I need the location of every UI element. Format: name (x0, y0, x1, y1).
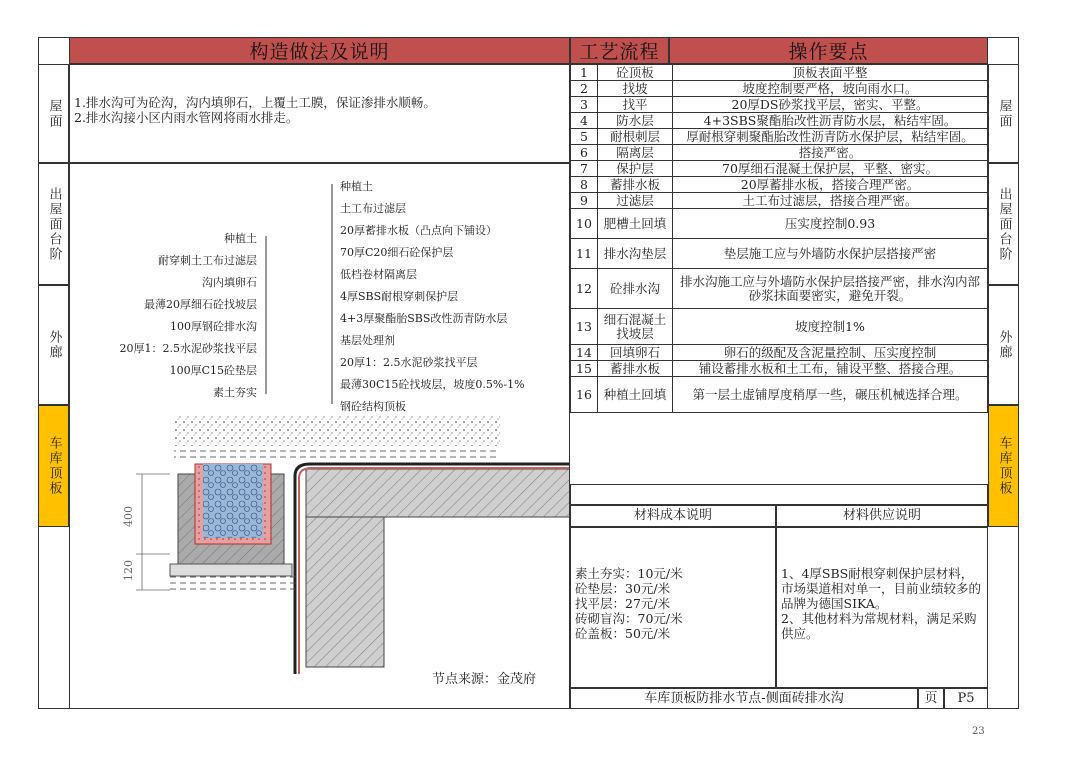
process-step-name: 细石混凝土找坡层 (598, 309, 673, 345)
process-step-point: 铺设蓄排水板和土工布，铺设平整、搭接合理。 (673, 361, 988, 377)
process-step-number: 13 (571, 309, 598, 345)
side-label-roof-right: 屋面 (988, 64, 1019, 163)
label-right-10: 最薄30C15砼找坡层，坡度0.5%-1% (340, 378, 525, 391)
wall-hatch (306, 517, 384, 667)
process-step-point: 顶板表面平整 (673, 65, 988, 81)
process-row (571, 269, 988, 309)
process-step-number: 5 (571, 129, 598, 145)
process-row (571, 345, 988, 361)
footer-page-label: 页 (918, 688, 944, 709)
process-row (571, 377, 988, 413)
soil-fill-layer (174, 446, 500, 461)
process-step-number: 11 (571, 239, 598, 269)
process-step-name: 隔离层 (598, 145, 673, 161)
process-step-name: 回填卵石 (598, 345, 673, 361)
label-left-1: 种植土 (224, 232, 257, 245)
process-step-point: 搭接严密。 (673, 145, 988, 161)
side-label-corridor-right: 外廊 (988, 285, 1019, 405)
label-right-6: 4厚SBS耐根穿刺保护层 (340, 290, 459, 303)
label-right-11: 钢砼结构顶板 (340, 400, 406, 413)
label-left-4: 最薄20厚细石砼找坡层 (144, 298, 257, 311)
process-step-number: 4 (571, 113, 598, 129)
process-step-number: 7 (571, 161, 598, 177)
material-supply-header: 材料供应说明 (776, 505, 988, 527)
process-step-point: 第一层土虚铺厚度稍厚一些，碾压机械选择合理。 (673, 377, 988, 413)
planting-soil-layer (174, 416, 500, 446)
process-step-name: 过滤层 (598, 193, 673, 209)
drain-stones (203, 464, 263, 538)
label-left-3: 沟内填卵石 (202, 276, 257, 289)
drawing-area (69, 163, 570, 709)
side-label-steps-left: 出屋面台阶 (38, 163, 69, 285)
label-left-7: 100厚C15砼垫层 (169, 364, 257, 377)
label-right-5: 低档卷材隔离层 (340, 268, 417, 281)
material-cost-header: 材料成本说明 (570, 505, 776, 527)
process-step-number: 16 (571, 377, 598, 413)
process-step-number: 3 (571, 97, 598, 113)
process-row (571, 309, 988, 345)
process-step-number: 14 (571, 345, 598, 361)
process-step-point: 垫层施工应与外墙防水保护层搭接严密 (673, 239, 988, 269)
footer-page-no: P5 (944, 688, 988, 709)
label-left-6: 20厚1：2.5水泥砂浆找平层 (119, 342, 257, 355)
process-step-name: 找平 (598, 97, 673, 113)
process-step-number: 15 (571, 361, 598, 377)
process-row (571, 161, 988, 177)
process-row (571, 209, 988, 239)
process-step-name: 耐根刺层 (598, 129, 673, 145)
side-label-steps-right: 出屋面台阶 (988, 163, 1019, 285)
process-step-number: 2 (571, 81, 598, 97)
process-step-name: 保护层 (598, 161, 673, 177)
process-step-point: 厚耐根穿刺聚酯胎改性沥青防水保护层，粘结牢固。 (673, 129, 988, 145)
side-label-garage-right: 车库顶板 (988, 405, 1019, 527)
process-step-number: 9 (571, 193, 598, 209)
roof-note-2: 2.排水沟接小区内雨水管网将雨水排走。 (74, 110, 299, 125)
process-step-number: 1 (571, 65, 598, 81)
header-process: 工艺流程 (570, 37, 669, 64)
process-step-name: 找坡 (598, 81, 673, 97)
side-label-corridor-left: 外廊 (38, 285, 69, 405)
process-step-name: 肥槽土回填 (598, 209, 673, 239)
slab-hatch (306, 469, 569, 517)
process-step-name: 排水沟垫层 (598, 239, 673, 269)
process-row (571, 145, 988, 161)
process-step-point: 卵石的级配及含泥量控制、压实度控制 (673, 345, 988, 361)
process-table-wrap (570, 64, 988, 413)
label-right-3: 20厚蓄排水板（凸点向下铺设） (340, 224, 497, 237)
process-step-name: 蓄排水板 (598, 361, 673, 377)
process-step-point: 4+3SBS聚酯胎改性沥青防水层，粘结牢固。 (673, 113, 988, 129)
process-step-point: 70厚细石混凝土保护层，平整、密实。 (673, 161, 988, 177)
process-step-point: 排水沟施工应与外墙防水保护层搭接严密，排水沟内部砂浆抹面要密实，避免开裂。 (673, 269, 988, 309)
process-step-point: 坡度控制要严格，坡向雨水口。 (673, 81, 988, 97)
dim-400: 400 (122, 506, 135, 527)
process-step-name: 砼顶板 (598, 65, 673, 81)
process-row (571, 129, 988, 145)
process-row (571, 177, 988, 193)
concrete-bedding (170, 564, 292, 576)
side-label-garage-left: 车库顶板 (38, 405, 69, 527)
process-step-name: 种植土回填 (598, 377, 673, 413)
page-number: 23 (972, 726, 985, 737)
roof-note-1: 1.排水沟可为砼沟，沟内填卵石，上覆土工膜，保证渗排水顺畅。 (74, 95, 436, 110)
process-step-number: 6 (571, 145, 598, 161)
process-step-point: 20厚蓄排水板，搭接合理严密。 (673, 177, 988, 193)
process-step-point: 20厚DS砂浆找平层，密实、平整。 (673, 97, 988, 113)
process-row (571, 239, 988, 269)
process-step-name: 防水层 (598, 113, 673, 129)
process-row (571, 97, 988, 113)
process-row (571, 193, 988, 209)
process-step-name: 蓄排水板 (598, 177, 673, 193)
label-right-1: 种植土 (340, 180, 373, 193)
process-row (571, 65, 988, 81)
label-left-8: 素土夯实 (213, 386, 257, 399)
label-right-4: 70厚C20细石砼保护层 (340, 246, 454, 259)
process-table (570, 64, 988, 413)
process-step-point: 土工布过滤层，搭接合理严密。 (673, 193, 988, 209)
process-step-number: 10 (571, 209, 598, 239)
process-step-number: 8 (571, 177, 598, 193)
roof-notes (69, 64, 570, 163)
side-label-roof-left: 屋面 (38, 64, 69, 163)
footer-title: 车库顶板防排水节点-侧面砖排水沟 (570, 688, 918, 709)
process-row (571, 81, 988, 97)
material-cost-text: 素土夯实：10元/米 砼垫层：30元/米 找平层：27元/米 砖砌盲沟：70元/米 砼盖板：50元/米 (570, 527, 776, 688)
process-row (571, 361, 988, 377)
label-left-5: 100厚钢砼排水沟 (170, 320, 257, 333)
process-step-number: 12 (571, 269, 598, 309)
process-step-point: 坡度控制1% (673, 309, 988, 345)
process-table-spacer (570, 484, 988, 505)
source-note: 节点来源：金茂府 (432, 672, 537, 687)
header-construction: 构造做法及说明 (69, 37, 570, 64)
label-right-7: 4+3厚聚酯胎SBS改性沥青防水层 (340, 312, 508, 325)
header-operation: 操作要点 (669, 37, 988, 64)
process-step-name: 砼排水沟 (598, 269, 673, 309)
compacted-soil (166, 576, 296, 590)
label-right-8: 基层处理剂 (340, 334, 395, 347)
detail-drawing (70, 164, 569, 708)
process-step-point: 压实度控制0.93 (673, 209, 988, 239)
label-left-2: 耐穿刺土工布过滤层 (158, 254, 257, 267)
label-right-2: 土工布过滤层 (340, 202, 406, 215)
material-supply-text: 1、4厚SBS耐根穿刺保护层材料，市场渠道相对单一，目前业绩较多的品牌为德国SIKA。 2、其他材料为常规材料，满足采购供应。 (776, 527, 988, 688)
dim-120: 120 (122, 560, 135, 581)
process-row (571, 113, 988, 129)
label-right-9: 20厚1：2.5水泥砂浆找平层 (340, 356, 478, 369)
